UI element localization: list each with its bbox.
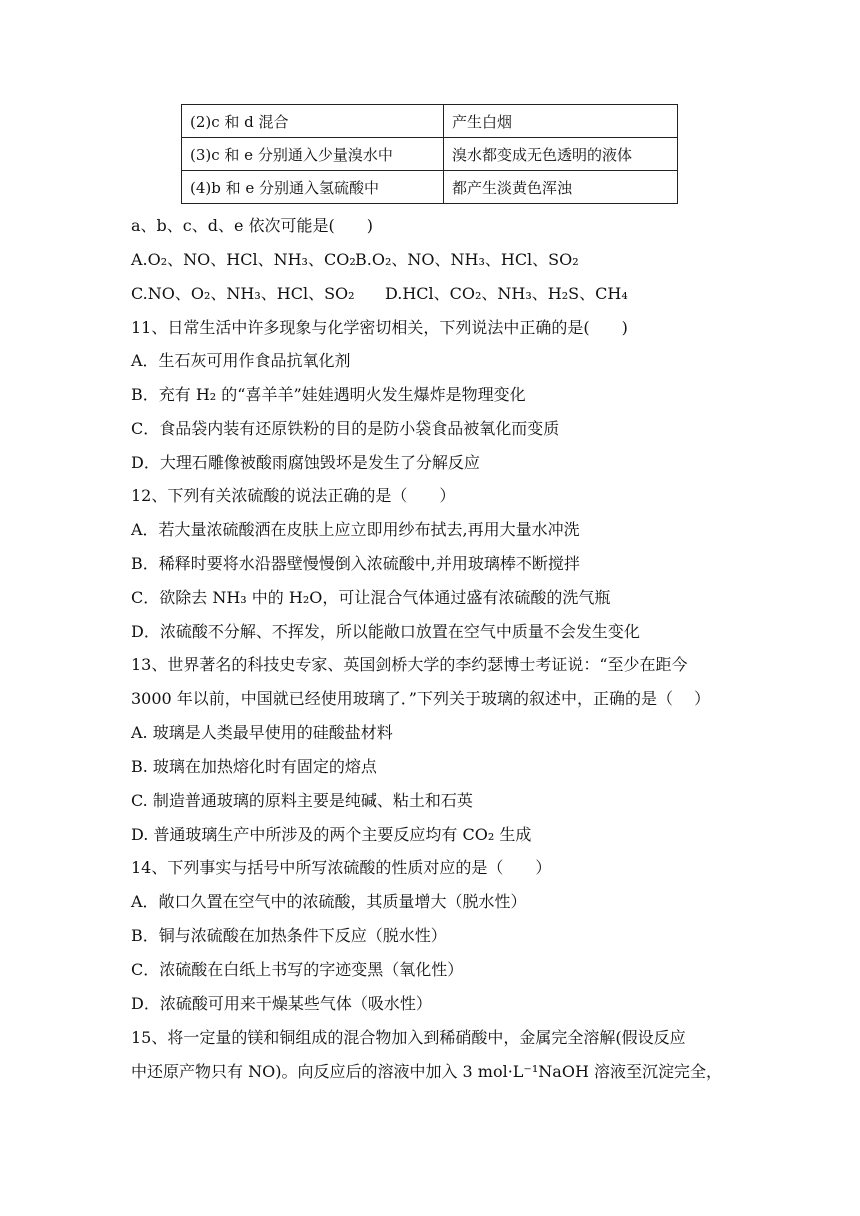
- q10-option-b: B.O₂、NO、NH₃、HCl、SO₂: [355, 250, 579, 269]
- q11-option-c: C．食品袋内装有还原铁粉的目的是防小袋食品被氧化而变质: [131, 419, 560, 438]
- q12-stem: 12、下列有关浓硫酸的说法正确的是（ ）: [131, 486, 456, 505]
- table-cell-operation: (2)c 和 d 混合: [182, 105, 444, 138]
- q13-stem-line-1: 13、世界著名的科技史专家、英国剑桥大学的李约瑟博士考证说：“至少在距今: [131, 655, 688, 674]
- q11-option-a: A．生石灰可用作食品抗氧化剂: [131, 351, 351, 370]
- q14-option-b: B．铜与浓硫酸在加热条件下反应（脱水性）: [131, 926, 447, 945]
- q10-stem: a、b、c、d、e 依次可能是( ): [131, 216, 374, 235]
- q10-option-a: A.O₂、NO、HCl、NH₃、CO₂: [131, 250, 356, 269]
- q11-stem: 11、日常生活中许多现象与化学密切相关，下列说法中正确的是( ): [131, 318, 628, 337]
- q10-option-c: C.NO、O₂、NH₃、HCl、SO₂: [131, 284, 355, 303]
- table-cell-result: 产生白烟: [444, 105, 678, 138]
- q11-option-b: B．充有 H₂ 的“喜羊羊”娃娃遇明火发生爆炸是物理变化: [131, 385, 526, 404]
- q13-option-d: D. 普通玻璃生产中所涉及的两个主要反应均有 CO₂ 生成: [131, 825, 532, 844]
- q15-stem-line-1: 15、将一定量的镁和铜组成的混合物加入到稀硝酸中，金属完全溶解(假设反应: [131, 1028, 686, 1047]
- q12-option-c: C．欲除去 NH₃ 中的 H₂O，可让混合气体通过盛有浓硫酸的洗气瓶: [131, 588, 611, 607]
- observation-table: [181, 104, 678, 204]
- q10-options-row-1: [131, 250, 579, 270]
- q14-stem: 14、下列事实与括号中所写浓硫酸的性质对应的是（ ）: [131, 858, 552, 877]
- q14-option-c: C．浓硫酸在白纸上书写的字迹变黑（氧化性）: [131, 960, 464, 979]
- table-cell-result: 都产生淡黄色浑浊: [444, 171, 678, 204]
- table-cell-result: 溴水都变成无色透明的液体: [444, 138, 678, 171]
- table-cell-operation: (4)b 和 e 分别通入氢硫酸中: [182, 171, 444, 204]
- q12-option-b: B．稀释时要将水沿器壁慢慢倒入浓硫酸中,并用玻璃棒不断搅拌: [131, 554, 580, 573]
- table-row: [182, 105, 678, 138]
- q10-option-d: D.HCl、CO₂、NH₃、H₂S、CH₄: [385, 284, 628, 303]
- q14-option-d: D．浓硫酸可用来干燥某些气体（吸水性）: [131, 994, 432, 1013]
- q13-stem-line-2: 3000 年以前，中国就已经使用玻璃了．”下列关于玻璃的叙述中，正确的是（ ）: [131, 689, 711, 708]
- q13-option-a: A. 玻璃是人类最早使用的硅酸盐材料: [131, 723, 393, 742]
- q12-option-a: A．若大量浓硫酸洒在皮肤上应立即用纱布拭去,再用大量水冲洗: [131, 520, 580, 539]
- q13-option-c: C. 制造普通玻璃的原料主要是纯碱、粘土和石英: [131, 791, 473, 810]
- q12-option-d: D．浓硫酸不分解、不挥发，所以能敞口放置在空气中质量不会发生变化: [131, 622, 640, 641]
- q10-options-row-2: [131, 284, 628, 304]
- table-row: [182, 171, 678, 204]
- q13-option-b: B. 玻璃在加热熔化时有固定的熔点: [131, 757, 377, 776]
- table-row: [182, 138, 678, 171]
- q14-option-a: A．敞口久置在空气中的浓硫酸，其质量增大（脱水性）: [131, 892, 527, 911]
- q11-option-d: D．大理石雕像被酸雨腐蚀毁坏是发生了分解反应: [131, 453, 480, 472]
- q15-stem-line-2: 中还原产物只有 NO)。向反应后的溶液中加入 3 mol·L⁻¹NaOH 溶液至沉淀完全，: [131, 1062, 722, 1081]
- table-cell-operation: (3)c 和 e 分别通入少量溴水中: [182, 138, 444, 171]
